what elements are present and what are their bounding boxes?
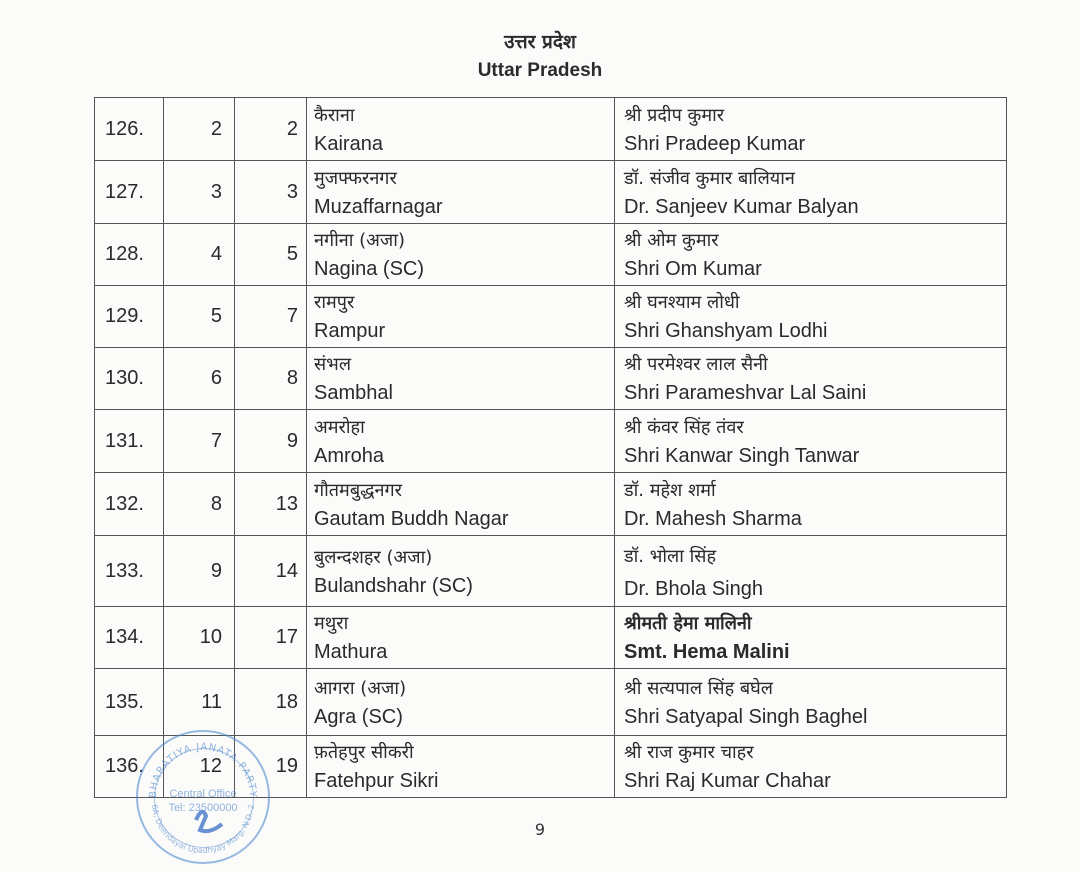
candidate-hindi: श्री ओम कुमार xyxy=(624,230,719,251)
state-serial: 4 xyxy=(164,224,235,286)
candidate-cell xyxy=(615,473,1007,536)
candidate-english: Dr. Bhola Singh xyxy=(624,578,763,600)
constituency-english: Agra (SC) xyxy=(314,705,403,728)
constituency-cell xyxy=(307,348,615,410)
table-row xyxy=(95,161,1007,224)
constituency-english: Mathura xyxy=(314,641,388,663)
candidate-hindi: श्री कंवर सिंह तंवर xyxy=(624,416,744,438)
candidate-english: Shri Raj Kumar Chahar xyxy=(624,770,831,792)
constituency-hindi: फ़तेहपुर सीकरी xyxy=(314,742,414,763)
constituency-hindi: कैराना xyxy=(314,104,355,126)
constituency-english: Fatehpur Sikri xyxy=(314,770,439,792)
state-serial: 9 xyxy=(164,536,235,607)
constituency-english: Bulandshahr (SC) xyxy=(314,574,473,597)
constituency-hindi: रामपुर xyxy=(314,292,355,313)
candidate-english: Dr. Mahesh Sharma xyxy=(624,507,802,530)
candidate-english: Shri Parameshvar Lal Saini xyxy=(624,382,867,404)
constituency-cell xyxy=(307,607,615,669)
serial-number: 131. xyxy=(95,410,164,473)
table-row xyxy=(95,736,1007,798)
candidate-hindi: डॉ. संजीव कुमार बालियान xyxy=(624,167,795,189)
state-serial: 8 xyxy=(164,473,235,536)
candidate-cell xyxy=(615,536,1007,607)
candidates-table xyxy=(94,97,1007,798)
candidate-cell xyxy=(615,736,1007,798)
pc-number: 13 xyxy=(235,473,307,536)
table-row xyxy=(95,348,1007,410)
svg-text:BHARATIYA JANATA PARTY: BHARATIYA JANATA PARTY xyxy=(147,741,259,799)
state-serial: 5 xyxy=(164,286,235,348)
candidate-english: Shri Satyapal Singh Baghel xyxy=(624,705,868,728)
candidate-cell xyxy=(615,286,1007,348)
constituency-cell xyxy=(307,224,615,286)
table-row xyxy=(95,669,1007,736)
candidate-hindi: श्री सत्यपाल सिंह बघेल xyxy=(624,677,773,699)
pc-number: 9 xyxy=(235,410,307,473)
constituency-hindi: मथुरा xyxy=(314,613,349,634)
serial-number: 133. xyxy=(95,536,164,607)
constituency-cell xyxy=(307,736,615,798)
constituency-english: Amroha xyxy=(314,444,385,467)
candidate-english: Shri Ghanshyam Lodhi xyxy=(624,320,828,342)
constituency-english: Rampur xyxy=(314,320,386,342)
candidate-hindi: श्रीमती हेमा मालिनी xyxy=(624,613,752,634)
constituency-cell xyxy=(307,161,615,224)
state-serial: 7 xyxy=(164,410,235,473)
constituency-cell xyxy=(307,536,615,607)
candidate-hindi: श्री परमेश्वर लाल सैनी xyxy=(624,354,768,375)
constituency-cell xyxy=(307,98,615,161)
constituency-cell xyxy=(307,286,615,348)
candidate-hindi: श्री प्रदीप कुमार xyxy=(624,104,725,126)
candidate-english: Dr. Sanjeev Kumar Balyan xyxy=(624,195,859,218)
candidate-cell xyxy=(615,161,1007,224)
pc-number: 7 xyxy=(235,286,307,348)
candidate-hindi: श्री राज कुमार चाहर xyxy=(624,742,754,763)
table-row xyxy=(95,410,1007,473)
state-serial: 2 xyxy=(164,98,235,161)
constituency-hindi: बुलन्दशहर (अजा) xyxy=(314,546,433,568)
table-row xyxy=(95,473,1007,536)
table-row xyxy=(95,286,1007,348)
page-number: 9 xyxy=(534,820,546,839)
candidate-cell xyxy=(615,98,1007,161)
constituency-hindi: अमरोहा xyxy=(314,416,365,438)
state-serial: 6 xyxy=(164,348,235,410)
candidate-cell xyxy=(615,410,1007,473)
serial-number: 127. xyxy=(95,161,164,224)
candidate-english: Smt. Hema Malini xyxy=(624,641,790,663)
serial-number: 130. xyxy=(95,348,164,410)
constituency-cell xyxy=(307,410,615,473)
serial-number: 135. xyxy=(95,669,164,736)
constituency-hindi: संभल xyxy=(314,354,352,375)
pc-number: 8 xyxy=(235,348,307,410)
serial-number: 128. xyxy=(95,224,164,286)
pc-number: 17 xyxy=(235,607,307,669)
candidate-english: Shri Om Kumar xyxy=(624,258,762,280)
state-serial: 12 xyxy=(164,736,235,798)
constituency-english: Kairana xyxy=(314,132,383,155)
candidate-cell xyxy=(615,669,1007,736)
table-row xyxy=(95,98,1007,161)
candidate-cell xyxy=(615,224,1007,286)
constituency-hindi: आगरा (अजा) xyxy=(314,677,407,699)
serial-number: 126. xyxy=(95,98,164,161)
pc-number: 5 xyxy=(235,224,307,286)
serial-number: 134. xyxy=(95,607,164,669)
state-serial: 10 xyxy=(164,607,235,669)
table-row xyxy=(95,607,1007,669)
pc-number: 14 xyxy=(235,536,307,607)
page-title-hindi: उत्तर प्रदेश xyxy=(504,31,576,53)
constituency-hindi: गौतमबुद्धनगर xyxy=(314,479,402,501)
page-title-english: Uttar Pradesh xyxy=(477,60,603,81)
pc-number: 19 xyxy=(235,736,307,798)
pc-number: 2 xyxy=(235,98,307,161)
constituency-english: Gautam Buddh Nagar xyxy=(314,507,509,530)
candidate-english: Shri Kanwar Singh Tanwar xyxy=(624,444,860,467)
stamp-line1: Central Office xyxy=(169,788,237,800)
constituency-english: Muzaffarnagar xyxy=(314,195,443,218)
constituency-hindi: नगीना (अजा) xyxy=(314,230,405,251)
candidate-hindi: डॉ. महेश शर्मा xyxy=(624,479,716,501)
candidate-english: Shri Pradeep Kumar xyxy=(624,132,806,155)
serial-number: 136. xyxy=(95,736,164,798)
pc-number: 3 xyxy=(235,161,307,224)
serial-number: 132. xyxy=(95,473,164,536)
table-row xyxy=(95,224,1007,286)
stamp-line2: Tel: 23500000 xyxy=(168,802,238,814)
candidate-cell xyxy=(615,348,1007,410)
state-serial: 3 xyxy=(164,161,235,224)
svg-text:6A, Deendayal Upadhyay Marg, N: 6A, Deendayal Upadhyay Marg, N.D.-2 xyxy=(150,803,256,856)
constituency-english: Sambhal xyxy=(314,382,393,404)
table-row xyxy=(95,536,1007,607)
constituency-english: Nagina (SC) xyxy=(314,258,425,280)
candidate-hindi: श्री घनश्याम लोधी xyxy=(624,292,740,313)
constituency-cell xyxy=(307,669,615,736)
state-serial: 11 xyxy=(164,669,235,736)
constituency-cell xyxy=(307,473,615,536)
constituency-hindi: मुजफ्फरनगर xyxy=(314,167,397,189)
serial-number: 129. xyxy=(95,286,164,348)
candidate-cell xyxy=(615,607,1007,669)
candidate-hindi: डॉ. भोला सिंह xyxy=(624,546,717,567)
pc-number: 18 xyxy=(235,669,307,736)
